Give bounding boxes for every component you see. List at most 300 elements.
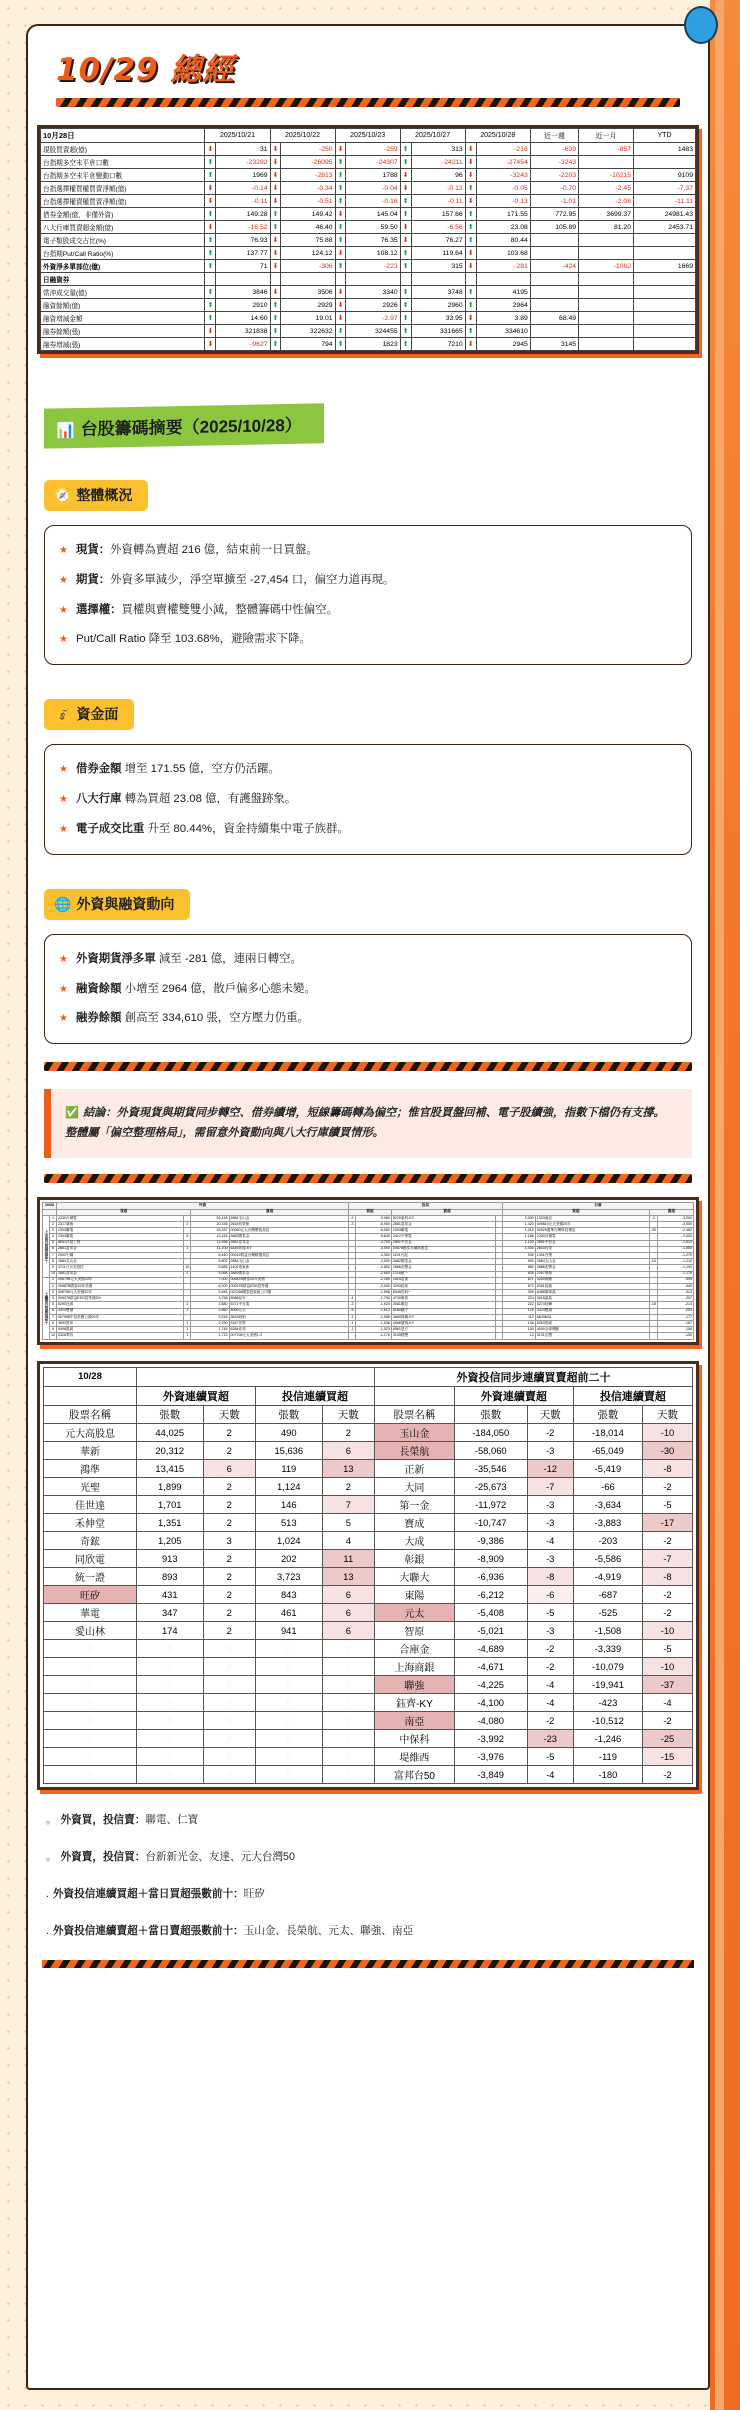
mini-rank: 1: [50, 1277, 57, 1283]
macro-cell-value: 322632: [281, 325, 335, 338]
arrow-up-icon: ⬆: [465, 221, 476, 234]
big-sell-stock-name: 長榮航: [374, 1441, 454, 1459]
bullet-lead: 八大行庫: [75, 793, 125, 806]
macro-cell-value: -0.04: [346, 182, 400, 195]
big-sell-foreign-shares: -35,546: [454, 1459, 527, 1477]
mini-stock-name: 007258國泰投資級公司債: [229, 1290, 348, 1296]
hazard-divider-4: [42, 1960, 694, 1968]
arrow-down-icon: ⬇: [400, 221, 411, 234]
macro-cell-value: -0.16: [346, 195, 400, 208]
macro-table-row: [41, 273, 696, 286]
mini-shares: 871: [503, 1277, 536, 1283]
big-sell-trust-shares: -3,634: [573, 1495, 642, 1513]
macro-cell-value: 119.64: [411, 247, 465, 260]
mini-stock-name: 6691洋基工程: [57, 1240, 184, 1246]
mini-shares: -1,538: [355, 1321, 391, 1327]
mini-rank: 2: [50, 1283, 57, 1289]
big-table-row: [44, 1675, 693, 1693]
mini-days: -1: [350, 1320, 354, 1325]
mini-stock-name: 5263智崴: [535, 1321, 649, 1327]
macro-summary-value: [634, 286, 696, 299]
arrow-up-icon: ⬆: [335, 195, 346, 208]
big-col-header-row: [44, 1405, 693, 1423]
consecutive-table-body: [44, 1367, 693, 1783]
hazard-divider-3: [44, 1174, 692, 1183]
big-table-row: [44, 1693, 693, 1711]
mini-stock-name: 2882國泰金: [229, 1271, 348, 1277]
mini-shares: 12: [503, 1333, 536, 1339]
big-col-header: 天數: [527, 1405, 573, 1423]
mini-stock-name: 3081聯亞: [391, 1302, 495, 1308]
big-empty-cell: 0: [255, 1729, 322, 1747]
macro-cell-value: 75.88: [281, 234, 335, 247]
macro-cell-value: 313: [411, 143, 465, 156]
footnote-lead: 外資投信連續賣超＋當日賣超張數前十：: [52, 1924, 244, 1937]
arrow-down-icon: ⬇: [270, 234, 281, 247]
bullet-text: [76, 982, 316, 997]
money-bag-icon: 💰: [54, 706, 72, 723]
bullet-rest: 外資多單減少，淨空單擴至 -27,454 口，偏空力道再現。: [110, 573, 395, 586]
big-buy-stock-name: 奇鋐: [44, 1531, 137, 1549]
big-buy-foreign-days: 2: [203, 1567, 255, 1585]
macro-summary-value: [579, 156, 634, 169]
big-empty-cell: 0: [44, 1657, 137, 1675]
bullet-rest: Put/Call Ratio 降至 103.68%，避險需求下降。: [75, 633, 311, 646]
macro-cell-value: 71: [216, 260, 270, 273]
big-sell-foreign-shares: -4,225: [454, 1675, 527, 1693]
big-sell-trust-days: -8: [642, 1567, 692, 1585]
page-title: 10/29 總經: [56, 52, 235, 88]
macro-table: [40, 128, 696, 351]
big-sell-trust-days: -2: [642, 1711, 692, 1729]
macro-summary-value: [634, 338, 696, 351]
mini-shares: -150: [657, 1333, 693, 1339]
macro-table-head: [41, 129, 696, 143]
mini-shares: -1,612: [355, 1308, 391, 1314]
mini-rank: 5: [50, 1240, 57, 1246]
mini-stock-name: 5274信驊: [535, 1302, 649, 1308]
hazard-divider: [56, 98, 680, 107]
macro-table-row: [41, 325, 696, 338]
big-empty-cell: 0: [203, 1657, 255, 1675]
macro-cell-value: -2813: [281, 169, 335, 182]
big-buy-stock-name: 華電: [44, 1603, 137, 1621]
macro-cell-value: -0.11: [411, 195, 465, 208]
macro-cell-value: 149.42: [281, 208, 335, 221]
big-empty-cell: 0: [322, 1729, 374, 1747]
mini-days: [496, 1333, 503, 1339]
globe-icon: 🌐: [54, 895, 72, 912]
macro-header-row: [41, 129, 696, 143]
macro-summary-value: 772.95: [530, 208, 578, 221]
arrow-none-icon: [465, 273, 476, 286]
bullet-rest: 增至 171.55 億，空方仍活躍。: [124, 763, 280, 776]
big-sell-foreign-shares: -6,936: [454, 1567, 527, 1585]
big-sell-foreign-days: -2: [527, 1657, 573, 1675]
mini-shares: -340: [657, 1283, 693, 1289]
big-empty-cell: 0: [255, 1639, 322, 1657]
big-buy-trust-days: 6: [322, 1585, 374, 1603]
section-bullets-1: [44, 744, 692, 854]
big-buy-trust-shares: 15,636: [255, 1441, 322, 1459]
arrow-up-icon: ⬆: [335, 221, 346, 234]
mini-shares: 7,000: [191, 1277, 229, 1283]
macro-cell-value: -27454: [476, 156, 530, 169]
macro-summary-value: 105.89: [530, 221, 578, 234]
macro-summary-value: -2.45: [579, 182, 634, 195]
mini-stock-name: 1303南亞: [535, 1215, 649, 1221]
bullet-item: [59, 762, 677, 777]
big-col-header: 張數: [136, 1405, 203, 1423]
macro-cell-value: 1788: [346, 169, 400, 182]
mini-rank: 9: [50, 1265, 57, 1271]
section-bullets-2: [44, 934, 692, 1044]
mini-days: 2: [184, 1222, 191, 1228]
big-empty-cell: 0: [44, 1711, 137, 1729]
big-table-row: [44, 1711, 693, 1729]
mini-stock-name: 1101台泥: [391, 1252, 495, 1258]
mini-stock-name: 00687B國泰20年美債: [229, 1277, 348, 1283]
bullet-rest: 升至 80.44%，資金持續集中電子族群。: [147, 822, 349, 835]
arrow-up-icon: ⬆: [465, 234, 476, 247]
big-empty-cell: 0: [44, 1765, 137, 1783]
big-sell-foreign-shares: -4,100: [454, 1693, 527, 1711]
big-buy-stock-name: 愛山林: [44, 1621, 137, 1639]
mini-stock-name: 00687B國泰20年美債: [57, 1283, 184, 1289]
macro-cell-value: 7210: [411, 338, 465, 351]
big-sell-trust-days: -7: [642, 1549, 692, 1567]
arrow-down-icon: ⬇: [205, 325, 216, 338]
mini-shares: 1,212: [503, 1228, 536, 1234]
mini-stock-name: 1815富喬: [391, 1277, 495, 1283]
macro-cell-value: -0.51: [281, 195, 335, 208]
macro-col-header: 2025/10/27: [400, 129, 465, 143]
mini-shares: 900: [503, 1259, 536, 1265]
arrow-up-icon: ⬆: [335, 234, 346, 247]
bullet-text: [76, 543, 318, 558]
summary-banner: [44, 403, 324, 448]
big-empty-cell: 0: [322, 1657, 374, 1675]
macro-table-body: [41, 143, 696, 351]
mini-days: -1: [350, 1326, 354, 1331]
macro-cell-value: 794: [281, 338, 335, 351]
mini-stock-name: 2357華碩: [535, 1271, 649, 1277]
big-buy-trust-days: 13: [322, 1459, 374, 1477]
big-buy-foreign-shares: 431: [136, 1585, 203, 1603]
big-buy-foreign-days: 6: [203, 1459, 255, 1477]
mini-stock-name: 2884玉山金: [57, 1259, 184, 1265]
macro-cell-value: 33.95: [411, 312, 465, 325]
mini-shares: -2,000: [657, 1234, 693, 1240]
big-buy-trust-days: 11: [322, 1549, 374, 1567]
big-sell-foreign-shares: -9,386: [454, 1531, 527, 1549]
big-sell-stock-name: 聯強: [374, 1675, 454, 1693]
big-sell-foreign-shares: -3,976: [454, 1747, 527, 1765]
bullet-item: [59, 543, 677, 558]
big-empty-cell: 0: [322, 1693, 374, 1711]
macro-summary-value: -3243: [530, 156, 578, 169]
mini-stock-name: 00878國泰永續高股息: [391, 1246, 495, 1252]
arrow-up-icon: ⬆: [335, 325, 346, 338]
big-group-trust-sell: 投信連續賣超: [573, 1386, 692, 1405]
arrow-up-icon: ⬆: [205, 299, 216, 312]
macro-row-label: 台指選擇權賣權買賣淨額(億): [41, 195, 205, 208]
big-sell-foreign-days: -23: [527, 1729, 573, 1747]
big-table-row: [44, 1423, 693, 1441]
macro-cell-value: 80.44: [476, 234, 530, 247]
big-buy-foreign-shares: 1,701: [136, 1495, 203, 1513]
big-buy-trust-days: 6: [322, 1603, 374, 1621]
big-table-row: [44, 1459, 693, 1477]
mini-shares: -4,700: [355, 1240, 391, 1246]
big-empty-cell: 0: [44, 1729, 137, 1747]
macro-summary-value: [579, 273, 634, 286]
macro-cell-value: 19.01: [281, 312, 335, 325]
mini-stock-name: 007198元大美債1-3: [229, 1333, 348, 1339]
mini-days: 1: [184, 1246, 191, 1252]
arrow-up-icon: ⬆: [465, 286, 476, 299]
big-sell-foreign-shares: -10,747: [454, 1513, 527, 1531]
arrow-up-icon: ⬆: [400, 156, 411, 169]
big-buy-foreign-days: 2: [203, 1585, 255, 1603]
mini-stock-name: 009378群益ESG投等債20+: [57, 1296, 184, 1302]
big-sell-stock-name: 堤維西: [374, 1747, 454, 1765]
mini-shares: 872: [503, 1283, 536, 1289]
macro-cell-value: -6.56: [411, 221, 465, 234]
mini-shares: -6,000: [355, 1228, 391, 1234]
big-table-row: [44, 1441, 693, 1459]
macro-col-header: 近一週: [530, 129, 578, 143]
big-sell-foreign-days: -3: [527, 1441, 573, 1459]
macro-cell-value: 2910: [216, 299, 270, 312]
mini-sub-header: 賣超: [649, 1209, 693, 1215]
macro-cell-value: -0.11: [216, 195, 270, 208]
arrow-up-icon: ⬆: [205, 208, 216, 221]
big-buy-stock-name: 光聖: [44, 1477, 137, 1495]
mini-sub-header: 賣超: [391, 1209, 502, 1215]
macro-summary-value: 81.20: [579, 221, 634, 234]
macro-cell-value: 321838: [216, 325, 270, 338]
mini-stock-name: 6446普瑞-KY: [229, 1246, 348, 1252]
mini-shares: 1,420: [503, 1222, 536, 1228]
bullet-rest: 買權與賣權雙雙小減，整體籌碼中性偏空。: [121, 603, 338, 616]
arrow-down-icon: ⬇: [465, 338, 476, 351]
star-icon: ★: [59, 574, 68, 586]
big-sell-stock-name: 大成: [374, 1531, 454, 1549]
macro-col-header: YTD: [634, 129, 696, 143]
mini-stock-name: 6561是方: [391, 1327, 495, 1333]
mini-stock-name: 2881富邦金: [229, 1240, 348, 1246]
big-sell-stock-name: 中保科: [374, 1729, 454, 1747]
footnote-1: [46, 1849, 690, 1864]
macro-table-row: [41, 234, 696, 247]
mini-stock-name: 009810元大美債20年: [535, 1222, 649, 1228]
mini-rank: 2: [50, 1222, 57, 1228]
macro-summary-value: [634, 325, 696, 338]
big-buy-foreign-days: 2: [203, 1621, 255, 1639]
big-sell-stock-name: 智原: [374, 1621, 454, 1639]
arrow-down-icon: ⬇: [270, 182, 281, 195]
arrow-down-icon: ⬇: [400, 182, 411, 195]
macro-summary-value: -2203: [530, 169, 578, 182]
footnote-marker: .: [46, 1924, 49, 1937]
big-sell-foreign-shares: -4,689: [454, 1639, 527, 1657]
big-buy-trust-days: 2: [322, 1477, 374, 1495]
big-empty-cell: 0: [136, 1675, 203, 1693]
arrow-up-icon: ⬆: [270, 312, 281, 325]
mini-shares: 100: [503, 1327, 536, 1333]
macro-summary-value: [634, 312, 696, 325]
macro-cell-value: [476, 273, 530, 286]
big-sell-trust-days: -5: [642, 1495, 692, 1513]
mini-stock-name: 5498凱崴: [57, 1327, 184, 1333]
mini-stock-name: 00940元大台灣價值高息: [229, 1228, 348, 1234]
mini-days: -30: [650, 1227, 656, 1232]
mini-days: 1: [184, 1333, 191, 1339]
bullet-rest: 減至 -281 億，連兩日轉空。: [158, 952, 302, 965]
mini-shares: -3,000: [355, 1259, 391, 1265]
arrow-down-icon: ⬇: [205, 221, 216, 234]
macro-row-label: 融資餘額(億): [41, 299, 205, 312]
mini-shares: 2,516: [191, 1314, 229, 1320]
macro-table-row: [41, 299, 696, 312]
big-buy-stock-name: 元大高股息: [44, 1423, 137, 1441]
big-buy-trust-days: 5: [322, 1513, 374, 1531]
arrow-up-icon: ⬆: [465, 299, 476, 312]
big-table-row: [44, 1495, 693, 1513]
big-sell-trust-shares: -4,919: [573, 1567, 642, 1585]
mini-days: -2: [350, 1215, 354, 1220]
macro-table-row: [41, 286, 696, 299]
bullet-lead: 融券餘額: [75, 1012, 125, 1025]
big-sell-foreign-days: -5: [527, 1747, 573, 1765]
big-sell-trust-days: -8: [642, 1459, 692, 1477]
arrow-down-icon: ⬇: [205, 182, 216, 195]
big-group-header-row: [44, 1386, 693, 1405]
big-sell-stock-name: 合庫金: [374, 1639, 454, 1657]
sections-host: [28, 446, 708, 1044]
mini-sub-header: 買超: [57, 1209, 191, 1215]
bullet-rest: 小增至 2964 億，散戶偏多心態未變。: [124, 982, 316, 995]
big-sell-foreign-days: -2: [527, 1423, 573, 1441]
mini-shares: -1,176: [657, 1271, 693, 1277]
macro-cell-value: 23.08: [476, 221, 530, 234]
big-sell-trust-shares: -65,049: [573, 1441, 642, 1459]
mini-rank: 9: [50, 1327, 57, 1333]
arrow-down-icon: ⬇: [270, 169, 281, 182]
big-buy-stock-name: 統一證: [44, 1567, 137, 1585]
arrow-none-icon: [335, 273, 346, 286]
macro-summary-value: [634, 247, 696, 260]
arrow-none-icon: [400, 273, 411, 286]
big-sell-foreign-days: -3: [527, 1495, 573, 1513]
arrow-down-icon: ⬇: [465, 247, 476, 260]
macro-cell-value: [281, 273, 335, 286]
big-empty-cell: 0: [255, 1675, 322, 1693]
big-empty-cell: 0: [203, 1747, 255, 1765]
mini-shares: 11,100: [191, 1246, 229, 1252]
section-chip-0: [44, 480, 148, 511]
big-sell-foreign-days: -6: [527, 1585, 573, 1603]
big-buy-foreign-shares: 1,205: [136, 1531, 203, 1549]
macro-cell-value: -3243: [476, 169, 530, 182]
macro-cell-value: 1969: [216, 169, 270, 182]
big-buy-foreign-days: 2: [203, 1423, 255, 1441]
macro-table-row: [41, 143, 696, 156]
mini-shares: 112: [503, 1314, 536, 1320]
mini-days: -1: [350, 1314, 354, 1319]
macro-table-row: [41, 338, 696, 351]
big-sell-trust-days: -17: [642, 1513, 692, 1531]
arrow-down-icon: ⬇: [335, 143, 346, 156]
mini-stock-name: 2412中華電: [391, 1234, 495, 1240]
mini-shares: -6,900: [355, 1222, 391, 1228]
mini-sub-header: 買超: [348, 1209, 391, 1215]
big-sell-foreign-days: -4: [527, 1531, 573, 1549]
arrow-down-icon: ⬇: [335, 208, 346, 221]
bullet-text: [76, 822, 349, 837]
big-sell-stock-name: 彰銀: [374, 1549, 454, 1567]
big-sell-trust-days: -10: [642, 1621, 692, 1639]
macro-cell-value: 96: [411, 169, 465, 182]
mini-shares: 6,200: [191, 1283, 229, 1289]
big-table-row: [44, 1639, 693, 1657]
big-empty-cell: 0: [44, 1693, 137, 1711]
macro-summary-value: [530, 234, 578, 247]
mini-group-header: 行庫: [503, 1203, 694, 1209]
macro-cell-value: 137.77: [216, 247, 270, 260]
big-buy-trust-shares: 843: [255, 1585, 322, 1603]
big-sell-trust-days: -2: [642, 1585, 692, 1603]
big-buy-trust-days: 7: [322, 1495, 374, 1513]
big-table-row: [44, 1477, 693, 1495]
macro-summary-value: 1483: [634, 143, 696, 156]
mini-stock-name: 6548長科*: [391, 1290, 495, 1296]
hazard-divider-2: [44, 1062, 692, 1071]
mini-stock-name: 3131弘塑: [535, 1333, 649, 1339]
mini-days: -5: [350, 1308, 354, 1313]
big-group-foreign-buy: 外資連續買超: [136, 1386, 255, 1405]
macro-summary-value: [634, 273, 696, 286]
big-buy-foreign-shares: 174: [136, 1621, 203, 1639]
mini-stock-name: 6643M31: [535, 1314, 649, 1320]
arrow-down-icon: ⬇: [270, 247, 281, 260]
mini-stock-name: 6488環球晶: [535, 1290, 649, 1296]
mini-shares: -1,610: [657, 1240, 693, 1246]
macro-cell-value: -16.52: [216, 221, 270, 234]
macro-summary-value: 68.49: [530, 312, 578, 325]
macro-cell-value: -0.14: [216, 182, 270, 195]
footnotes: [46, 1812, 690, 1938]
mini-stock-name: 6284佳邦: [229, 1327, 348, 1333]
macro-cell-value: -216: [476, 143, 530, 156]
mini-stock-name: 3016嘉晶: [535, 1296, 649, 1302]
big-sell-foreign-days: -8: [527, 1567, 573, 1585]
arrow-down-icon: ⬇: [465, 169, 476, 182]
mini-shares: 1,745: [191, 1327, 229, 1333]
macro-summary-value: -7.37: [634, 182, 696, 195]
mini-shares: 2,860: [191, 1308, 229, 1314]
big-sell-foreign-days: -3: [527, 1621, 573, 1639]
arrow-down-icon: ⬇: [205, 143, 216, 156]
bullet-text: [76, 952, 302, 967]
big-buy-trust-shares: 461: [255, 1603, 322, 1621]
big-table-row: [44, 1531, 693, 1549]
mini-days: -4: [350, 1295, 354, 1300]
macro-summary-value: [579, 325, 634, 338]
macro-row-label-header: 10月28日: [41, 129, 205, 143]
big-sell-trust-shares: -3,339: [573, 1639, 642, 1657]
